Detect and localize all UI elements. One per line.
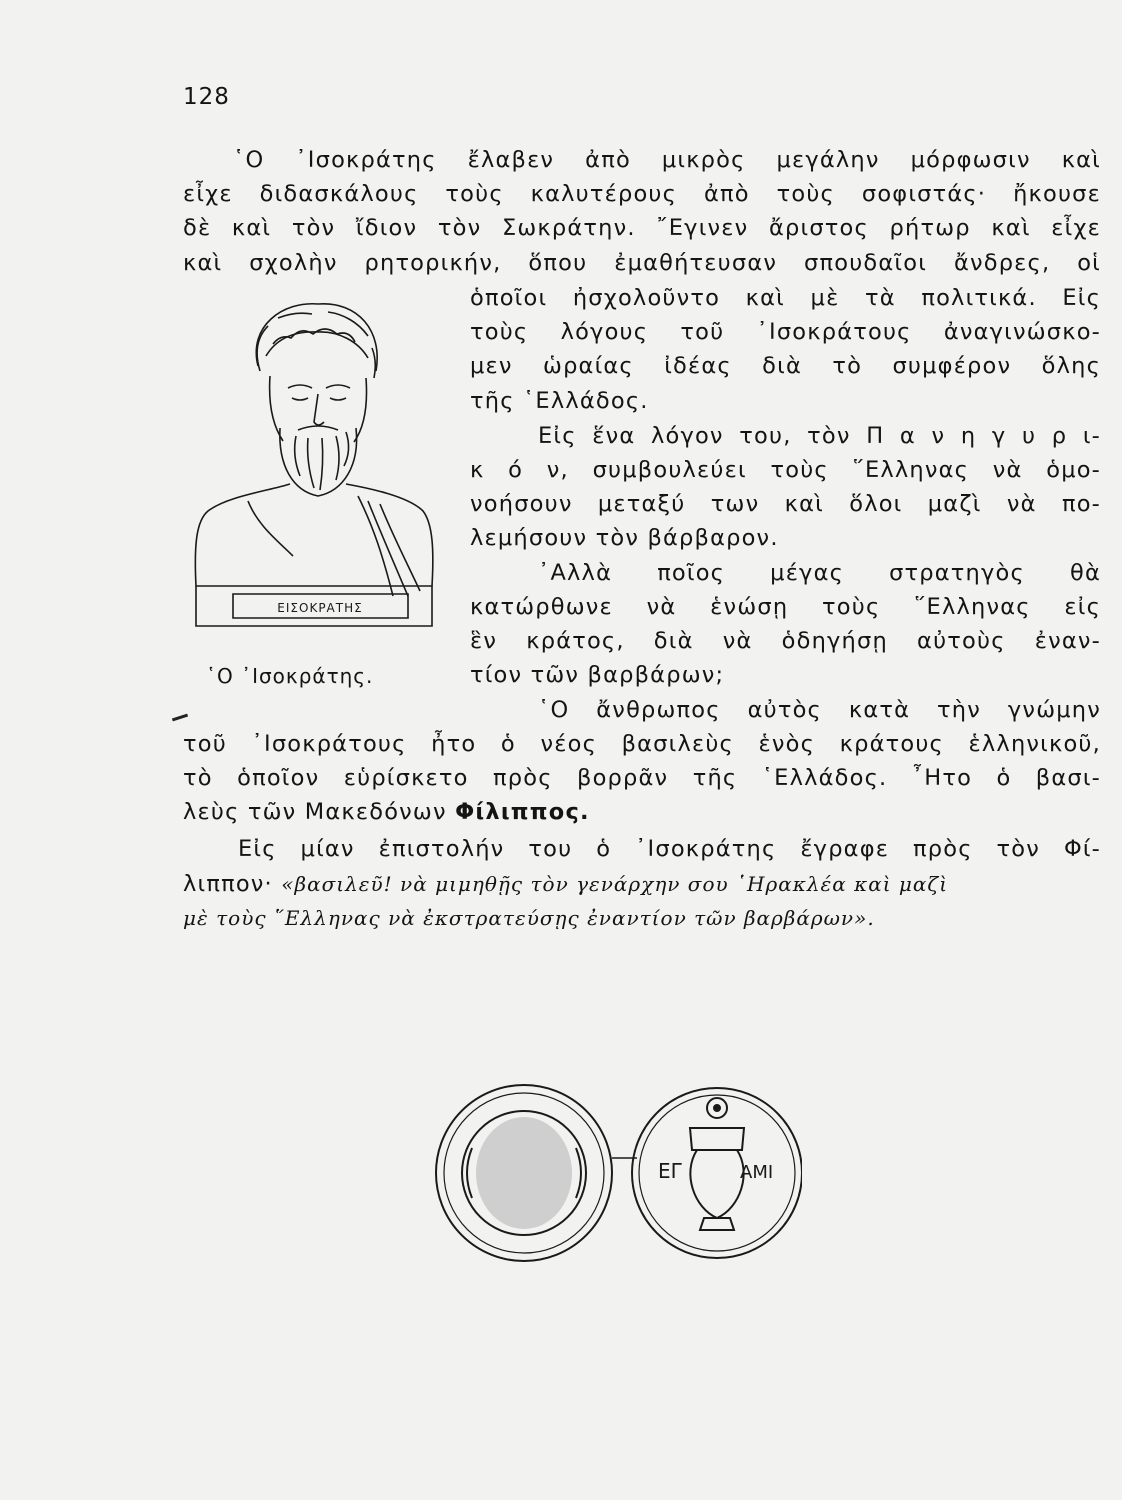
text-line: μεν ὡραίας ἰδέας διὰ τὸ συμφέρον ὅλης (470, 353, 1101, 379)
text-line (183, 871, 1101, 897)
text-fragment: λεὺς τῶν Μακεδόνων (183, 799, 447, 825)
text-line: τῆς ῾Ελλάδος. (470, 388, 649, 414)
text-line: ᾿Αλλὰ ποῖος μέγας στρατηγὸς θὰ (538, 560, 1101, 586)
text-line: ῾Ο ἄνθρωπος αὐτὸς κατὰ τὴν γνώμην (538, 697, 1101, 723)
text-line: Εἰς μίαν ἐπιστολήν του ὁ ᾿Ισοκράτης ἔγραφε πρὸς τὸν Φί- (238, 836, 1101, 862)
text-line: κατώρθωνε νὰ ἑνώσῃ τοὺς ῞Ελληνας εἰς (470, 594, 1101, 620)
quote-line: μὲ τοὺς ῞Ελληνας νὰ ἐκστρατεύσῃς ἐναντίον τῶν βαρβάρων». (183, 906, 875, 930)
text-line: Εἰς ἕνα λόγον του, τὸν Π α ν η γ υ ρ ι- (538, 423, 1101, 449)
name-philippos: Φίλιππος. (455, 799, 590, 825)
text-line: ῾Ο ᾿Ισοκράτης ἔλαβεν ἀπὸ μικρὸς μεγάλην μόρφωσιν καὶ (233, 147, 1101, 173)
text-line: νοήσουν μεταξύ των καὶ ὅλοι μαζὶ νὰ πο- (470, 491, 1101, 517)
text-line: ἓν κράτος, διὰ νὰ ὁδηγήσῃ αὐτοὺς ἐναν- (470, 628, 1101, 654)
coin-legend-right: ΑΜΙ (740, 1162, 774, 1183)
text-line: εἶχε διδασκάλους τοὺς καλυτέρους ἀπὸ τοὺς σοφιστάς· ἤκουσε (183, 181, 1101, 207)
bust-inscription: ΕΙΣΟΚΡΑΤΗΣ (277, 601, 363, 615)
scan-mark (172, 714, 188, 722)
text-line (183, 799, 1101, 825)
text-line: δὲ καὶ τὸν ἴδιον τὸν Σωκράτην. ῎Εγινεν ἄριστος ρήτωρ καὶ εἶχε (183, 215, 1101, 241)
bust-caption: ῾Ο ᾿Ισοκράτης. (206, 664, 374, 688)
text-line: τίον τῶν βαρβάρων; (470, 662, 725, 688)
coin-legend-left: ΕΓ (658, 1159, 682, 1183)
text-line: κ ό ν, συμβουλεύει τοὺς ῞Ελληνας νὰ ὁμο- (470, 457, 1101, 483)
coins-illustration (432, 1078, 802, 1268)
text-line: ὁποῖοι ἠσχολοῦντο καὶ μὲ τὰ πολιτικά. Εἰς (470, 285, 1101, 311)
text-line: καὶ σχολὴν ρητορικήν, ὅπου ἐμαθήτευσαν σπουδαῖοι ἄνδρες, οἱ (183, 250, 1101, 276)
text-line: τὸ ὁποῖον εὑρίσκετο πρὸς βορρᾶν τῆς ῾Ελλάδος. ῏Ητο ὁ βασι- (183, 765, 1101, 791)
text-line: τοὺς λόγους τοῦ ᾿Ισοκράτους ἀναγινώσκο- (470, 319, 1101, 345)
text-line: τοῦ ᾿Ισοκράτους ἦτο ὁ νέος βασιλεὺς ἑνὸς κράτους ἑλληνικοῦ, (183, 731, 1101, 757)
text-line: λεμήσουν τὸν βάρβαρον. (470, 525, 779, 551)
text-fragment: λιππον· (183, 871, 273, 897)
isocrates-bust-illustration (188, 296, 440, 631)
page-number: 128 (183, 84, 230, 110)
quote-fragment: «βασιλεῦ! νὰ μιμηθῇς τὸν γενάρχην σου ῾Ηρακλέα καὶ μαζὶ (281, 872, 949, 896)
